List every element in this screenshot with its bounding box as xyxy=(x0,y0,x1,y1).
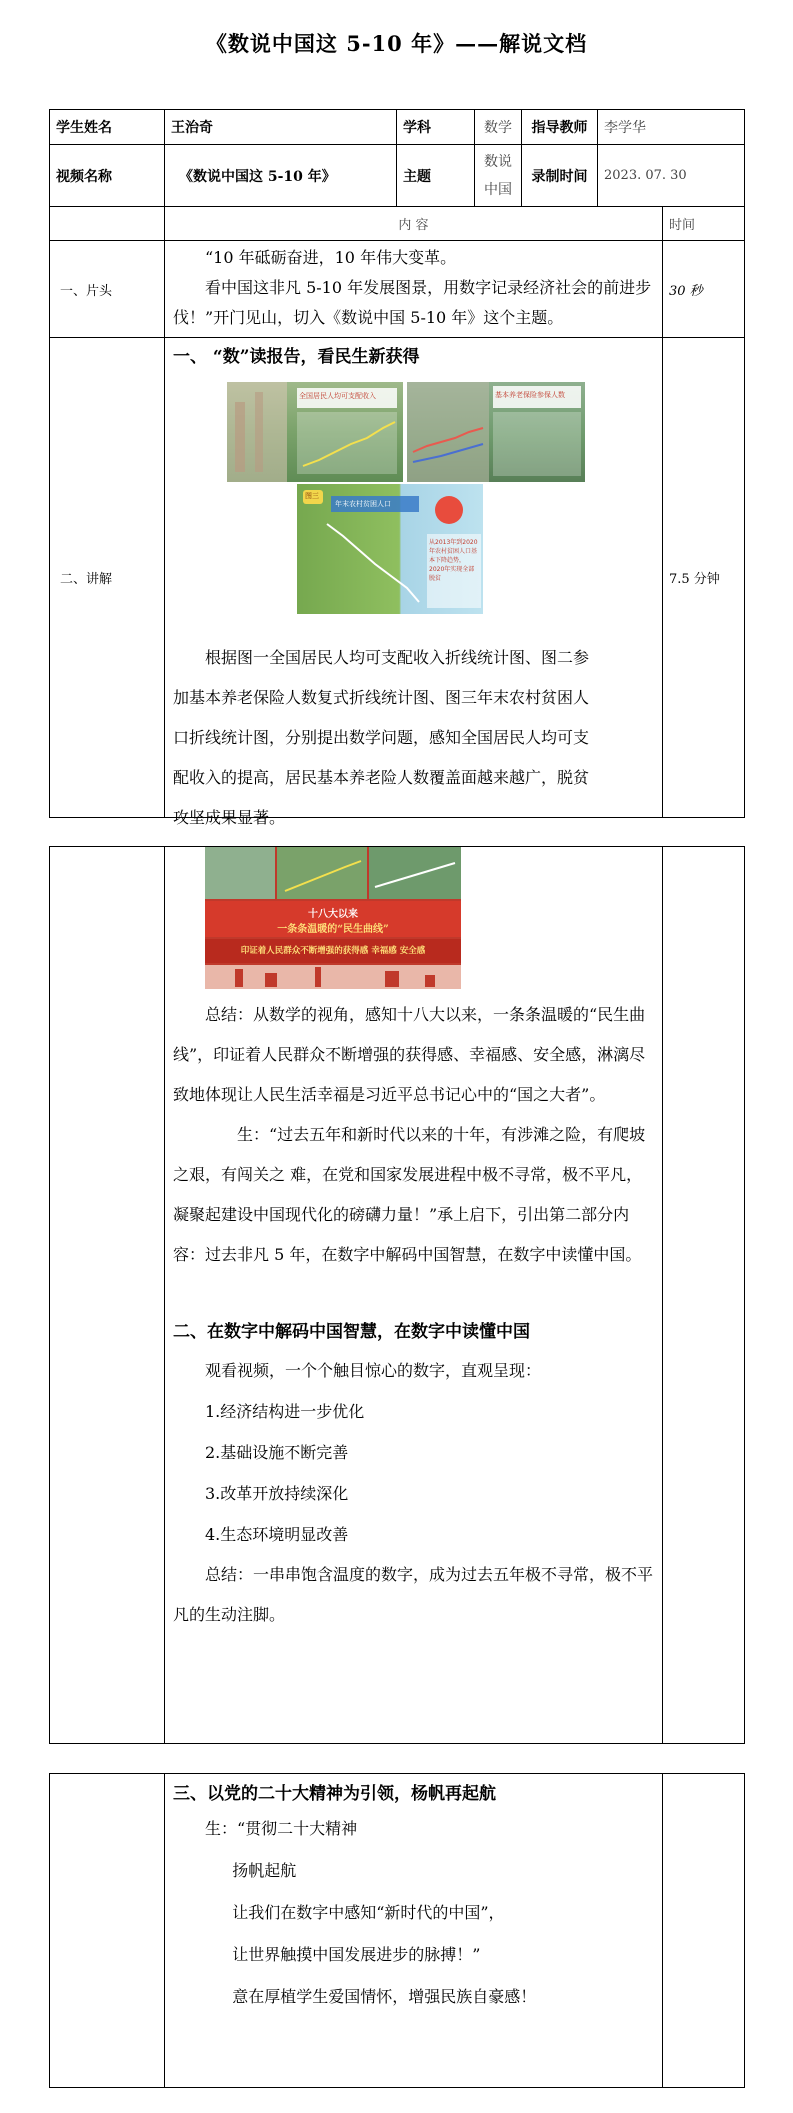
poverty-chart-title: 年末农村贫困人口 xyxy=(335,500,391,508)
livelihood-banner-image xyxy=(205,847,461,989)
topic-label: 主题 xyxy=(397,145,475,207)
topic-value: 数说中国 xyxy=(475,145,522,207)
chart-image-income xyxy=(227,382,403,482)
part3-line-1: 生：“贯彻二十大精神 xyxy=(205,1819,358,1838)
part2-student-speech: 生：“过去五年和新时代以来的十年，有涉滩之险，有爬坡之艰，有闯关之 难，在党和国家发展进程中极不寻常，极不平凡，凝聚起建设中国现代化的磅礴力量！”承上启下，引出第二部分内容：过去非凡 5 年，在数字中解码中国智慧，在数字中读懂中国。 xyxy=(173,1125,646,1264)
banner-line-3: 印证着人民群众不断增强的获得感 幸福感 安全感 xyxy=(240,946,426,956)
part2-item-2: 2.基础设施不断完善 xyxy=(205,1443,349,1462)
record-time-label: 录制时间 xyxy=(522,145,598,207)
intro-line-1: “10 年砥砺奋进，10 年伟大变革。 xyxy=(205,248,457,267)
intro-line-2: 看中国这非凡 5-10 年发展图景，用数字记录经济社会的前进步伐！”开门见山，切入《数说中国 5-10 年》这个主题。 xyxy=(173,278,652,327)
part2-item-4: 4.生态环境明显改善 xyxy=(205,1525,349,1544)
income-chart-title: 全国居民人均可支配收入 xyxy=(299,392,376,400)
teacher-name: 李学华 xyxy=(598,110,745,145)
teacher-label: 指导教师 xyxy=(522,110,598,145)
poverty-chart-note: 从2013年到2020年农村贫困人口基本下降趋势，2020年实现全部脱贫 xyxy=(429,539,478,582)
record-date: 2023. 07. 30 xyxy=(598,145,745,207)
section-intro-label: 一、片头 xyxy=(50,241,165,338)
continuation-table xyxy=(49,846,745,1744)
part2-item-3: 3.改革开放持续深化 xyxy=(205,1484,349,1503)
intro-time: 30 秒 xyxy=(663,241,745,338)
part3-line-3: 让我们在数字中感知“新时代的中国”， xyxy=(232,1903,505,1922)
part2-heading: 二、在数字中解码中国智慧，在数字中读懂中国 xyxy=(173,1322,530,1342)
pension-chart-title: 基本养老保险参保人数 xyxy=(495,391,565,399)
chart-image-pension xyxy=(407,382,585,482)
chart-image-poverty xyxy=(297,484,483,614)
part3-line-5: 意在厚植学生爱国情怀，增强民族自豪感！ xyxy=(232,1987,537,2006)
part2-summary: 总结：从数学的视角，感知十八大以来，一条条温暖的“民生曲线”，印证着人民群众不断增强的获得感、幸福感、安全感，淋漓尽致地体现让人民生活幸福是习近平总书记心中的“国之大者”。 xyxy=(173,1005,646,1104)
part2-watch-text: 观看视频，一个个触目惊心的数字，直观呈现： xyxy=(205,1361,542,1380)
final-table xyxy=(49,1773,745,2088)
part3-heading: 三、以党的二十大精神为引领，杨帆再起航 xyxy=(173,1784,496,1804)
video-name-label: 视频名称 xyxy=(50,145,165,207)
explain-time: 7.5 分钟 xyxy=(663,338,745,818)
content-header: 内 容 xyxy=(165,207,663,241)
banner-line-2: 一条条温暖的“民生曲线” xyxy=(277,924,389,935)
student-name-value: 王治奇 xyxy=(165,110,397,145)
section-explain-label: 二、讲解 xyxy=(50,338,165,818)
part3-line-4: 让世界触摸中国发展进步的脉搏！” xyxy=(232,1945,481,1964)
time-header: 时间 xyxy=(663,207,745,241)
poverty-chart-badge: 图三 xyxy=(305,492,319,500)
part2-item-1: 1.经济结构进一步优化 xyxy=(205,1402,365,1421)
explain-heading: 一、 “数”读报告，看民生新获得 xyxy=(173,347,420,367)
video-name-value: 《数说中国这 5-10 年》 xyxy=(165,145,397,207)
explain-paragraph: 根据图一全国居民人均可支配收入折线统计图、图二参加基本养老保险人数复式折线统计图、图三年末农村贫困人口折线统计图，分别提出数学问题，感知全国居民人均可支配收入的提高，居民基本养老险人数覆盖面越来越广，脱贫攻坚成果显著。 xyxy=(173,648,590,827)
main-table xyxy=(49,109,745,827)
subject-label: 学科 xyxy=(397,110,475,145)
part3-line-2: 扬帆起航 xyxy=(232,1861,297,1880)
document-title: 《数说中国这 5-10 年》——解说文档 xyxy=(205,31,588,56)
banner-line-1: 十八大以来 xyxy=(308,909,358,920)
student-name-label: 学生姓名 xyxy=(50,110,165,145)
part2-summary-2: 总结：一串串饱含温度的数字，成为过去五年极不寻常，极不平凡的生动注脚。 xyxy=(173,1565,654,1624)
subject-value: 数学 xyxy=(475,110,522,145)
